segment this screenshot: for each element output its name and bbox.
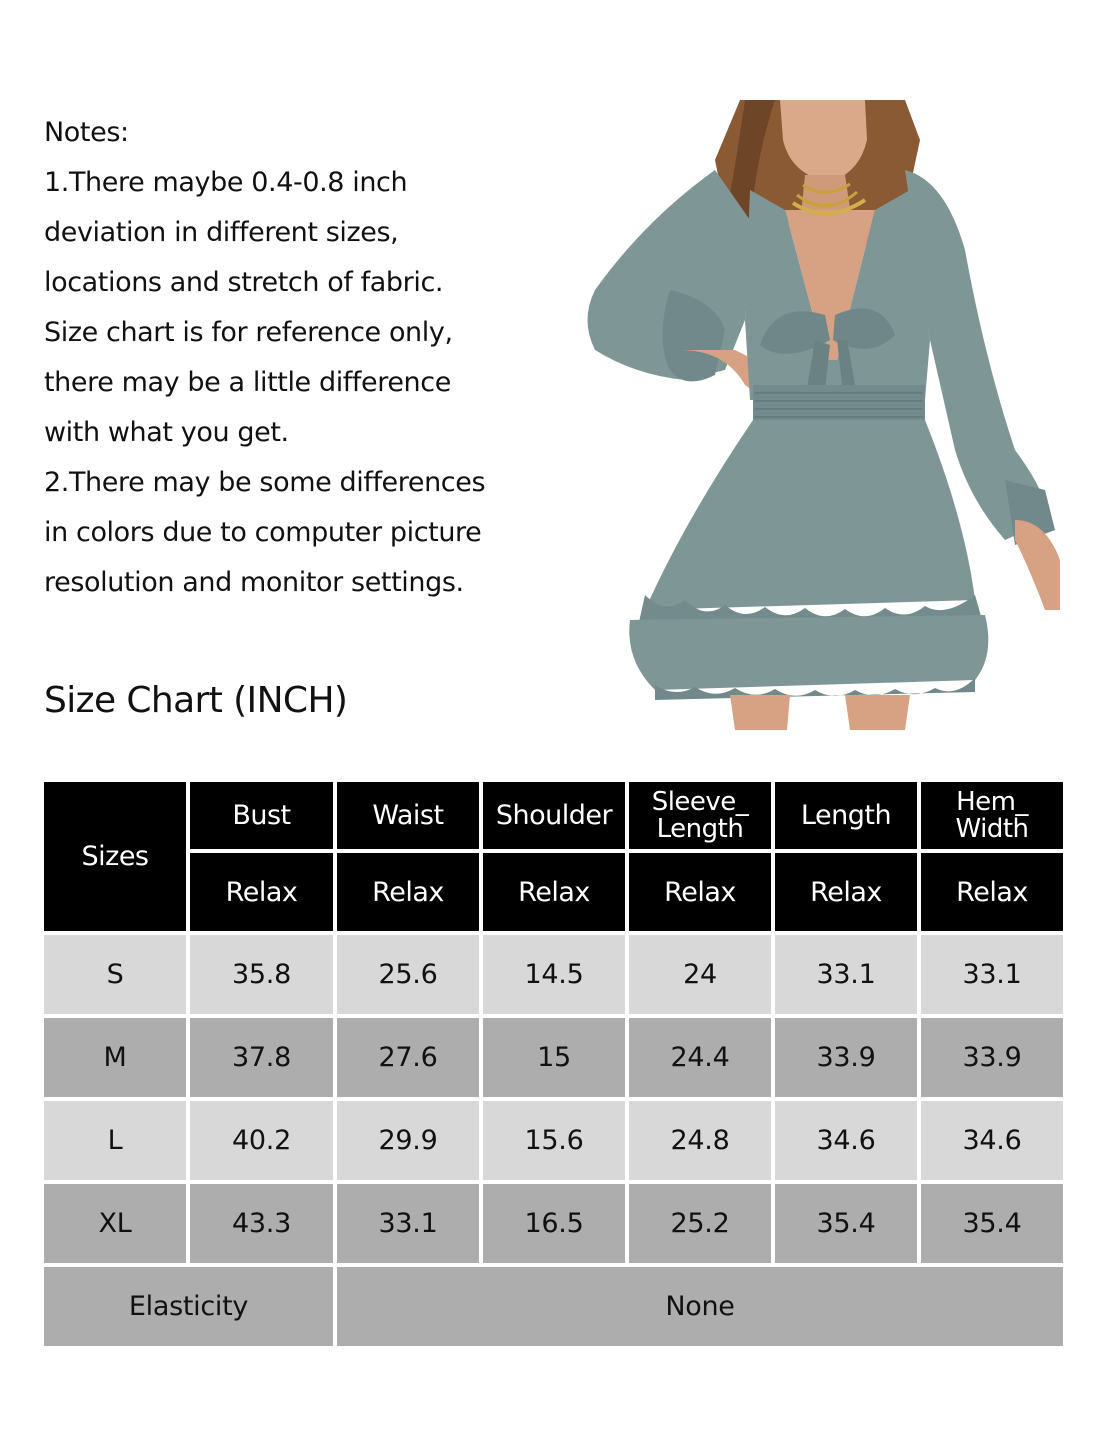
column-header-hem-width: [921, 782, 1063, 849]
value-cell: 33.9: [775, 1018, 917, 1097]
model-dress-illustration: [575, 100, 1065, 730]
value-cell: 33.9: [921, 1018, 1063, 1097]
value-cell: 34.6: [775, 1101, 917, 1180]
table-row: [44, 1018, 1063, 1097]
subheader-cell: Relax: [337, 853, 479, 931]
notes-line: locations and stretch of fabric.: [44, 267, 444, 298]
notes-block: [44, 108, 564, 608]
product-photo: [575, 100, 1065, 730]
value-cell: 29.9: [337, 1101, 479, 1180]
value-cell: 15.6: [483, 1101, 625, 1180]
subheader-row: [44, 853, 1063, 931]
column-header-label: Length: [656, 813, 744, 844]
notes-line: Size chart is for reference only,: [44, 317, 453, 348]
subheader-cell: Relax: [921, 853, 1063, 931]
column-header-waist: [337, 782, 479, 849]
notes-line: there may be a little difference: [44, 367, 451, 398]
value-cell: 35.8: [190, 935, 333, 1014]
value-cell: 24.8: [629, 1101, 771, 1180]
value-cell: 43.3: [190, 1184, 333, 1263]
value-cell: 24: [629, 935, 771, 1014]
value-cell: 25.2: [629, 1184, 771, 1263]
column-header-bust: [190, 782, 333, 849]
value-cell: 40.2: [190, 1101, 333, 1180]
subheader-cell: Relax: [483, 853, 625, 931]
column-header-label: Hem_: [956, 786, 1028, 817]
notes-line: resolution and monitor settings.: [44, 567, 464, 598]
size-cell: XL: [44, 1184, 186, 1263]
elasticity-label: Elasticity: [44, 1267, 333, 1346]
table-row: [44, 935, 1063, 1014]
header-row: [44, 782, 1063, 849]
value-cell: 35.4: [921, 1184, 1063, 1263]
table-row: [44, 1101, 1063, 1180]
sizes-header: Sizes: [44, 782, 186, 931]
value-cell: 27.6: [337, 1018, 479, 1097]
column-header-length: [775, 782, 917, 849]
subheader-cell: Relax: [775, 853, 917, 931]
value-cell: 33.1: [921, 935, 1063, 1014]
column-header-label: Bust: [232, 800, 291, 831]
column-header-label: Waist: [372, 800, 444, 831]
value-cell: 14.5: [483, 935, 625, 1014]
notes-line: 2.There may be some differences: [44, 467, 486, 498]
size-chart-table: [40, 778, 1067, 1350]
notes-line: 1.There maybe 0.4-0.8 inch: [44, 167, 408, 198]
size-cell: L: [44, 1101, 186, 1180]
column-header-label: Length: [800, 800, 892, 831]
value-cell: 16.5: [483, 1184, 625, 1263]
value-cell: 15: [483, 1018, 625, 1097]
column-header-label: Width: [955, 813, 1029, 844]
elasticity-row: [44, 1267, 1063, 1346]
column-header-shoulder: [483, 782, 625, 849]
value-cell: 37.8: [190, 1018, 333, 1097]
size-cell: S: [44, 935, 186, 1014]
notes-line: in colors due to computer picture: [44, 517, 482, 548]
elasticity-value: None: [337, 1267, 1063, 1346]
value-cell: 33.1: [775, 935, 917, 1014]
value-cell: 33.1: [337, 1184, 479, 1263]
notes-line: deviation in different sizes,: [44, 217, 399, 248]
subheader-cell: Relax: [629, 853, 771, 931]
value-cell: 34.6: [921, 1101, 1063, 1180]
column-header-label: Sleeve_: [651, 786, 749, 817]
column-header-label: Shoulder: [495, 800, 613, 831]
value-cell: 35.4: [775, 1184, 917, 1263]
size-cell: M: [44, 1018, 186, 1097]
notes-line: with what you get.: [44, 417, 289, 448]
table-row: [44, 1184, 1063, 1263]
notes-heading: Notes:: [44, 117, 129, 148]
value-cell: 24.4: [629, 1018, 771, 1097]
subheader-cell: Relax: [190, 853, 333, 931]
column-header-sleeve-length: [629, 782, 771, 849]
size-chart-title: Size Chart (INCH): [44, 680, 348, 721]
value-cell: 25.6: [337, 935, 479, 1014]
